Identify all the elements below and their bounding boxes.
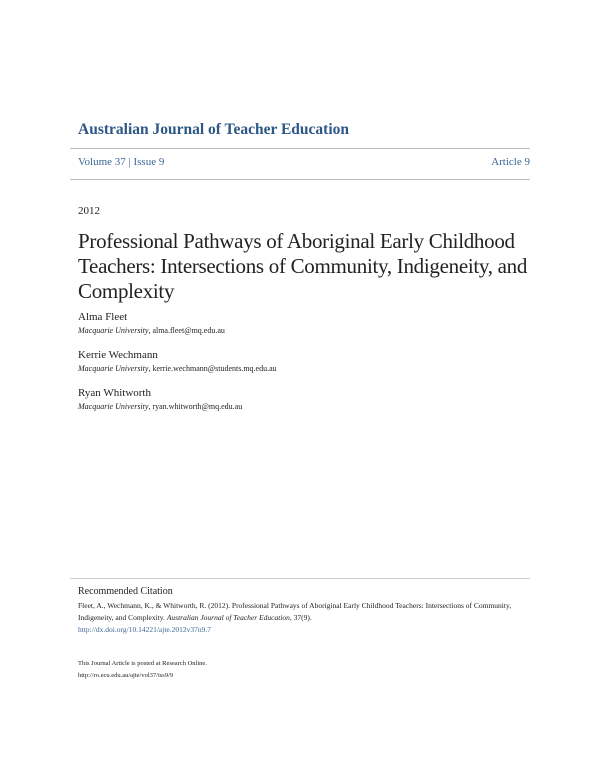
affiliation: Macquarie University: [78, 326, 149, 335]
citation-body: Fleet, A., Wechmann, K., & Whitworth, R. (2012). Professional Pathways of Aboriginal Early Childhood Teachers: Intersections of Community, Indigeneity, and Complexity.: [78, 601, 512, 622]
author-affiliation: [78, 364, 277, 373]
author-name: Ryan Whitworth: [78, 387, 151, 399]
author-name: Kerrie Wechmann: [78, 349, 158, 361]
citation-heading: Recommended Citation: [78, 586, 173, 597]
volume-issue-link[interactable]: Volume 37 | Issue 9: [78, 156, 165, 168]
affiliation: Macquarie University: [78, 364, 149, 373]
affiliation: Macquarie University: [78, 402, 149, 411]
doi-link[interactable]: http://dx.doi.org/10.14221/ajte.2012v37n9.7: [78, 625, 211, 634]
citation-journal: Australian Journal of Teacher Education: [166, 613, 290, 622]
year: 2012: [78, 205, 100, 217]
posted-note: This Journal Article is posted at Research Online.: [78, 660, 207, 667]
divider: [70, 179, 530, 180]
author-affiliation: [78, 402, 242, 411]
divider: [70, 578, 530, 579]
divider: [70, 148, 530, 149]
journal-title[interactable]: Australian Journal of Teacher Education: [78, 121, 350, 138]
author-affiliation: [78, 326, 225, 335]
citation-text: [78, 600, 533, 636]
author-name: Alma Fleet: [78, 311, 128, 323]
article-number: Article 9: [491, 156, 530, 168]
repository-url[interactable]: http://ro.ecu.edu.au/ajte/vol37/iss9/9: [78, 672, 174, 679]
author-email[interactable]: , ryan.whitworth@mq.edu.au: [148, 402, 243, 411]
author-email[interactable]: , alma.fleet@mq.edu.au: [148, 326, 225, 335]
article-title: Professional Pathways of Aboriginal Early Childhood Teachers: Intersections of Community, Indigeneity, and Complexity: [78, 229, 528, 303]
citation-volume: , 37(9).: [289, 613, 312, 622]
author-email[interactable]: , kerrie.wechmann@students.mq.edu.au: [148, 364, 277, 373]
